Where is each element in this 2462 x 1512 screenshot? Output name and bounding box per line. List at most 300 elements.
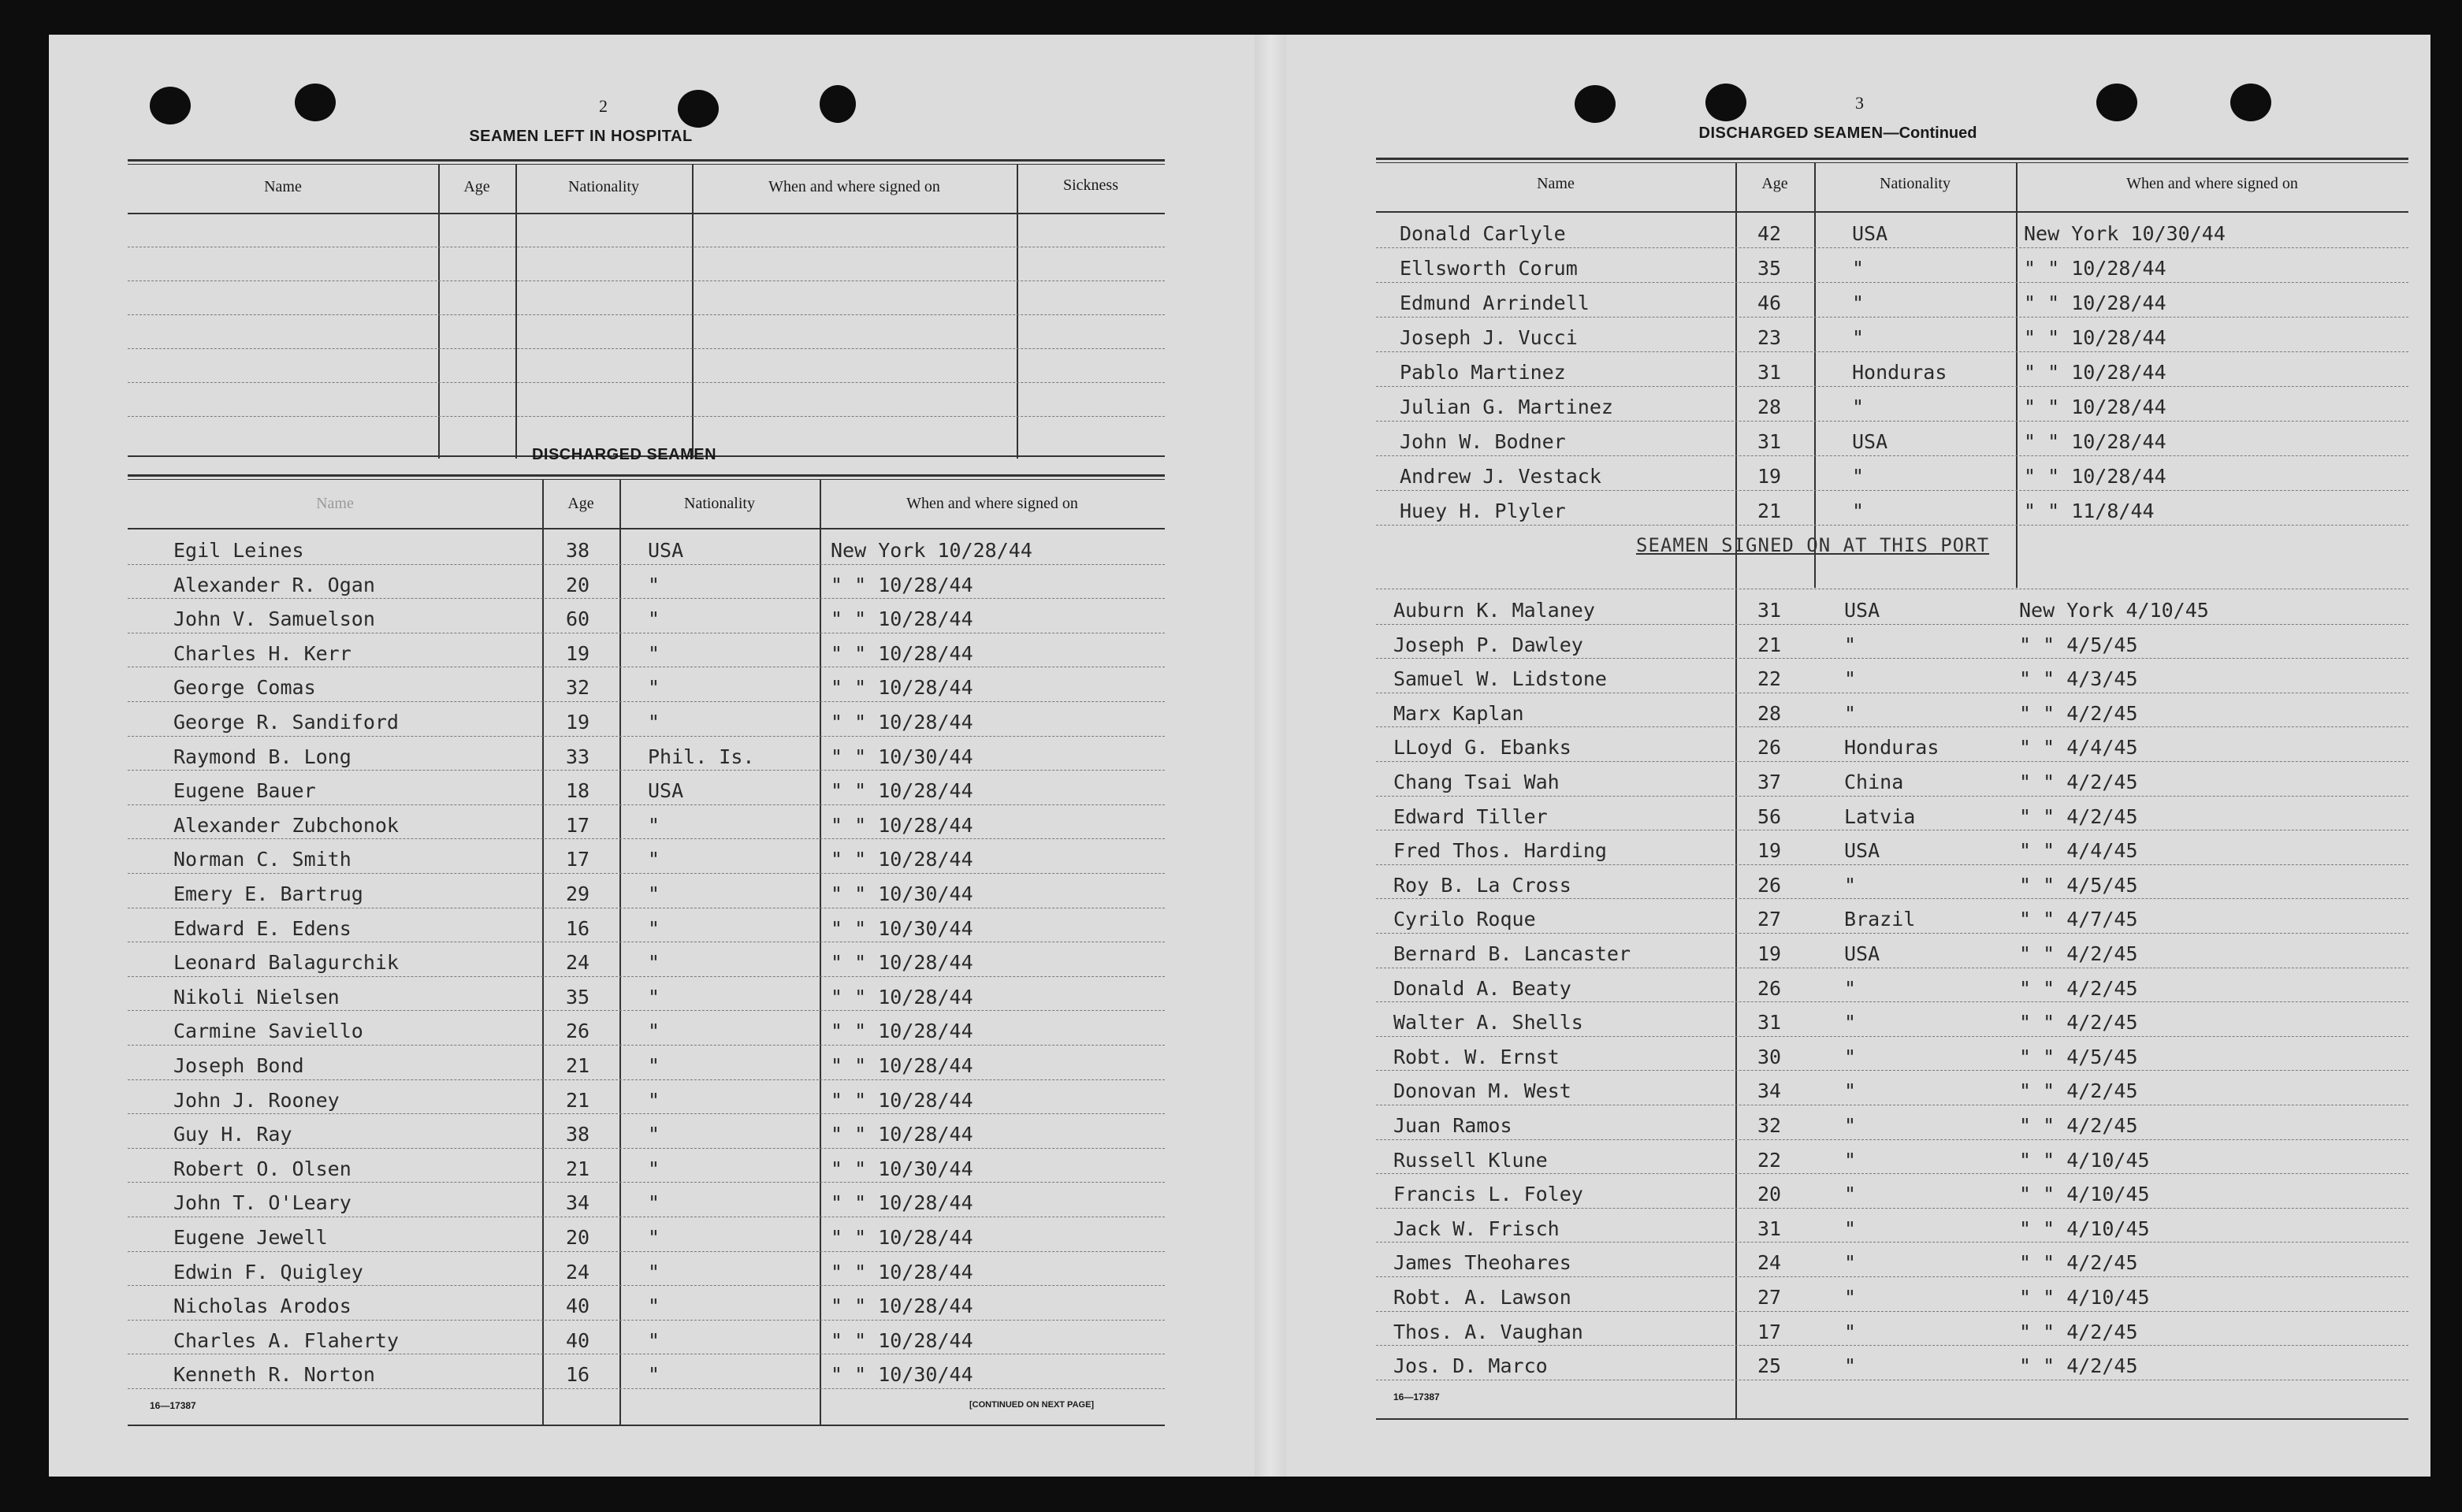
seaman-nationality: " [648,882,660,905]
seaman-age: 31 [1757,1217,1782,1240]
table-row [1376,1036,2408,1072]
seaman-signed-on: " " 10/28/44 [2024,430,2166,453]
table-row [1376,761,2408,797]
seaman-nationality: " [648,711,660,734]
seaman-signed-on: " " 4/5/45 [2019,1045,2138,1068]
header-signed-on: When and where signed on [2126,175,2298,192]
seaman-name: Joseph Bond [173,1054,304,1077]
table-top-rule [128,479,1165,480]
seaman-signed-on: " " 10/30/44 [831,916,973,940]
seaman-signed-on: " " 4/2/45 [2019,804,2138,828]
seaman-signed-on: " " 10/28/44 [831,951,973,975]
seaman-signed-on: " " 10/28/44 [831,1088,973,1112]
table-bottom-rule [1376,1418,2408,1420]
table-row [128,598,1165,633]
seaman-nationality: " [648,848,660,871]
table-top-rule [1376,162,2408,163]
seaman-signed-on: " " 4/3/45 [2019,667,2138,691]
seaman-age: 21 [1757,500,1782,522]
seaman-nationality: " [1844,701,1857,725]
seaman-name: Joseph P. Dawley [1393,633,1583,656]
seaman-name: Leonard Balagurchik [173,951,399,975]
seaman-name: John T. O'Leary [173,1191,351,1215]
seaman-name: Juan Ramos [1393,1114,1512,1137]
seaman-nationality: " [1852,500,1865,522]
seaman-age: 38 [566,1123,590,1146]
seaman-name: Joseph J. Vucci [1400,326,1578,349]
table-row [128,1182,1165,1217]
seaman-signed-on: " " 4/10/45 [2019,1183,2150,1206]
seaman-signed-on: " " 4/2/45 [2019,1251,2138,1275]
seaman-age: 20 [566,1226,590,1249]
seaman-age: 56 [1757,804,1782,828]
seaman-signed-on: New York 4/10/45 [2019,599,2209,622]
seaman-age: 29 [566,882,590,905]
table-row [128,564,1165,600]
seaman-nationality: " [648,1157,660,1180]
seaman-name: Eugene Bauer [173,779,316,803]
seaman-nationality: " [1844,976,1857,1000]
seaman-signed-on: " " 4/2/45 [2019,1079,2138,1103]
seaman-name: Julian G. Martinez [1400,396,1613,418]
seaman-name: Kenneth R. Norton [173,1363,375,1387]
seaman-age: 27 [1757,1286,1782,1309]
seaman-nationality: " [1852,257,1865,280]
title-main: DISCHARGED SEAMEN [1698,124,1884,142]
table-row [1376,317,2408,352]
hospital-empty-row [128,247,1165,281]
seaman-signed-on: " " 4/10/45 [2019,1148,2150,1172]
table-row [1376,213,2408,248]
seaman-age: 34 [566,1191,590,1215]
seaman-nationality: " [1844,1354,1857,1378]
seaman-signed-on: " " 10/28/44 [831,779,973,803]
table-row [128,1354,1165,1389]
seaman-nationality: " [1844,1011,1857,1035]
hospital-empty-row [128,280,1165,315]
seaman-age: 22 [1757,1148,1782,1172]
seaman-name: Ellsworth Corum [1400,257,1578,280]
seaman-name: Robt. W. Ernst [1393,1045,1560,1068]
page-gutter [1255,35,1286,1477]
table-row [128,942,1165,977]
seaman-nationality: " [648,916,660,940]
hospital-header-age: Age [463,178,490,195]
seaman-name: Nikoli Nielsen [173,985,340,1009]
seaman-signed-on: " " 10/28/44 [831,676,973,700]
seaman-age: 19 [566,711,590,734]
table-row [128,908,1165,943]
seaman-nationality: Honduras [1844,736,1939,760]
seaman-signed-on: " " 10/28/44 [2024,257,2166,280]
seaman-signed-on: " " 10/28/44 [831,607,973,631]
discharged-header-nationality: Nationality [684,495,755,512]
seaman-nationality: USA [648,539,684,562]
seaman-nationality: " [648,813,660,837]
seaman-nationality: USA [1852,430,1888,453]
seaman-nationality: " [1852,326,1865,349]
seaman-name: Huey H. Plyler [1400,500,1566,522]
seaman-nationality: " [648,1328,660,1352]
seaman-age: 28 [1757,396,1782,418]
seaman-nationality: " [1852,396,1865,418]
seaman-age: 37 [1757,771,1782,793]
seaman-age: 34 [1757,1079,1782,1103]
seaman-signed-on: " " 10/28/44 [831,848,973,871]
table-row [1376,624,2408,659]
seaman-signed-on: " " 10/28/44 [831,1295,973,1318]
seaman-age: 17 [1757,1320,1782,1343]
seaman-name: Cyrilo Roque [1393,908,1536,931]
seaman-nationality: " [1844,1183,1857,1206]
seaman-signed-on: " " 10/28/44 [831,573,973,596]
seaman-name: Guy H. Ray [173,1123,292,1146]
seaman-nationality: " [1844,1148,1857,1172]
seaman-age: 21 [566,1088,590,1112]
hospital-empty-row [128,348,1165,383]
discharged-header-name: Name [316,495,354,512]
seaman-nationality: " [648,951,660,975]
seaman-nationality: " [648,1226,660,1249]
seaman-nationality: " [648,1260,660,1284]
seaman-nationality: " [1844,1286,1857,1309]
table-row [128,1010,1165,1046]
seaman-signed-on: " " 4/2/45 [2019,1114,2138,1137]
seaman-name: Edward Tiller [1393,804,1548,828]
table-row [128,736,1165,771]
seaman-age: 35 [566,985,590,1009]
seaman-age: 26 [1757,976,1782,1000]
seaman-age: 17 [566,848,590,871]
table-row [1376,1311,2408,1347]
table-row [1376,455,2408,491]
page-number: 3 [1855,93,1864,113]
seaman-nationality: Phil. Is. [648,745,755,768]
seaman-signed-on: " " 4/2/45 [2019,701,2138,725]
seaman-signed-on: " " 4/5/45 [2019,633,2138,656]
seaman-nationality: " [1844,1217,1857,1240]
seaman-name: Thos. A. Vaughan [1393,1320,1583,1343]
seaman-name: Emery E. Bartrug [173,882,363,905]
seaman-nationality: " [1844,1079,1857,1103]
seaman-nationality: " [1844,667,1857,691]
discharged-header-age: Age [567,495,594,512]
seaman-age: 28 [1757,701,1782,725]
seaman-nationality: Brazil [1844,908,1916,931]
discharged-section-title: DISCHARGED SEAMEN [531,446,717,463]
form-code: 16—17387 [150,1400,196,1411]
seaman-signed-on: " " 11/8/44 [2024,500,2155,522]
seaman-nationality: Latvia [1844,804,1916,828]
seaman-signed-on: " " 10/28/44 [831,1020,973,1043]
seaman-name: Donald A. Beaty [1393,976,1571,1000]
signed-on-subheading: SEAMEN SIGNED ON AT THIS PORT [1636,534,1990,556]
document-paper [49,35,2430,1477]
seaman-signed-on: " " 10/28/44 [831,985,973,1009]
table-row [1376,1208,2408,1243]
seaman-nationality: " [1844,1045,1857,1068]
right-page [1286,35,2430,1477]
table-row [128,1217,1165,1252]
seaman-age: 32 [566,676,590,700]
seaman-nationality: USA [1852,222,1888,245]
table-row [1376,1139,2408,1175]
seaman-signed-on: " " 4/2/45 [2019,976,2138,1000]
continued-note: [CONTINUED ON NEXT PAGE] [969,1400,1095,1410]
seaman-name: Bernard B. Lancaster [1393,942,1631,965]
table-row [128,1285,1165,1321]
seaman-nationality: " [648,641,660,665]
table-row [128,1148,1165,1183]
seaman-name: John J. Rooney [173,1088,340,1112]
table-row [128,770,1165,805]
seaman-nationality: " [1844,633,1857,656]
seaman-nationality: " [648,1088,660,1112]
table-row [128,873,1165,908]
table-row [1376,1001,2408,1037]
seaman-name: Nicholas Arodos [173,1295,351,1318]
seaman-nationality: " [1844,1251,1857,1275]
seaman-age: 20 [1757,1183,1782,1206]
seaman-signed-on: " " 4/4/45 [2019,839,2138,863]
table-row [1376,830,2408,865]
discharged-continued-title [1641,124,2035,143]
seaman-signed-on: " " 10/28/44 [831,1226,973,1249]
seaman-signed-on: " " 10/28/44 [831,1191,973,1215]
seaman-age: 27 [1757,908,1782,931]
seaman-nationality: " [648,1020,660,1043]
seaman-age: 26 [1757,873,1782,897]
seaman-age: 23 [1757,326,1782,349]
seaman-nationality: USA [648,779,684,803]
table-row [1376,282,2408,318]
seaman-age: 19 [1757,465,1782,488]
seaman-nationality: " [648,1054,660,1077]
seaman-age: 40 [566,1295,590,1318]
seaman-age: 24 [566,1260,590,1284]
seaman-name: George Comas [173,676,316,700]
discharged-header-signed-on: When and where signed on [906,495,1078,512]
hospital-header-signed-on: When and where signed on [768,178,940,195]
seaman-nationality: " [648,1191,660,1215]
seaman-signed-on: " " 4/2/45 [2019,1011,2138,1035]
seaman-nationality: USA [1844,599,1880,622]
seaman-nationality: " [648,573,660,596]
seaman-name: Jack W. Frisch [1393,1217,1560,1240]
seaman-name: Carmine Saviello [173,1020,363,1043]
table-row [1376,898,2408,934]
table-row [1376,864,2408,900]
table-row [128,1045,1165,1080]
table-row [1376,589,2408,625]
header-name: Name [1537,175,1575,192]
table-row [128,804,1165,840]
seaman-age: 21 [566,1054,590,1077]
seaman-age: 60 [566,607,590,631]
seaman-nationality: " [1844,873,1857,897]
seaman-age: 22 [1757,667,1782,691]
seaman-nationality: " [1844,1114,1857,1137]
seaman-age: 24 [566,951,590,975]
seaman-signed-on: " " 4/10/45 [2019,1217,2150,1240]
seaman-age: 16 [566,916,590,940]
hospital-header-nationality: Nationality [568,178,639,195]
seaman-nationality: " [648,607,660,631]
seaman-signed-on: " " 4/2/45 [2019,1320,2138,1343]
seaman-signed-on: " " 10/28/44 [831,813,973,837]
seaman-name: Egil Leines [173,539,304,562]
table-row [1376,726,2408,762]
seaman-age: 18 [566,779,590,803]
seaman-signed-on: " " 10/30/44 [831,1157,973,1180]
seaman-signed-on: " " 4/2/45 [2019,1354,2138,1378]
seaman-age: 30 [1757,1045,1782,1068]
seaman-nationality: USA [1844,839,1880,863]
seaman-age: 46 [1757,292,1782,314]
seaman-signed-on: " " 10/28/44 [2024,326,2166,349]
table-row [1376,1242,2408,1277]
seaman-age: 31 [1757,430,1782,453]
seaman-age: 20 [566,573,590,596]
seaman-name: Francis L. Foley [1393,1183,1583,1206]
seaman-age: 17 [566,813,590,837]
table-top-rule [1376,158,2408,160]
seaman-name: Norman C. Smith [173,848,351,871]
seaman-age: 31 [1757,361,1782,384]
seaman-age: 19 [1757,942,1782,965]
seaman-name: LLoyd G. Ebanks [1393,736,1571,760]
seaman-age: 16 [566,1363,590,1387]
table-row [128,633,1165,668]
seaman-signed-on: " " 10/28/44 [2024,292,2166,314]
seaman-nationality: Honduras [1852,361,1947,384]
seaman-name: Robert O. Olsen [173,1157,351,1180]
seaman-signed-on: " " 4/2/45 [2019,942,2138,965]
seaman-signed-on: " " 10/28/44 [831,641,973,665]
table-row [1376,1345,2408,1380]
seaman-name: Eugene Jewell [173,1226,328,1249]
table-row [1376,351,2408,387]
table-row [1376,247,2408,283]
header-nationality: Nationality [1880,175,1951,192]
seaman-signed-on: " " 10/28/44 [2024,361,2166,384]
seaman-age: 25 [1757,1354,1782,1378]
seaman-signed-on: " " 10/28/44 [2024,396,2166,418]
table-row [128,667,1165,702]
table-row [1376,968,2408,1003]
table-row [1376,1276,2408,1312]
hospital-section-title: SEAMEN LEFT IN HOSPITAL [469,128,693,145]
seaman-name: Pablo Martinez [1400,361,1566,384]
seaman-age: 31 [1757,1011,1782,1035]
seaman-signed-on: " " 4/5/45 [2019,873,2138,897]
seaman-name: Russell Klune [1393,1148,1548,1172]
seaman-signed-on: " " 4/2/45 [2019,771,2138,793]
seaman-nationality: " [1844,1320,1857,1343]
spacer-row [1376,555,2408,589]
seaman-signed-on: " " 4/7/45 [2019,908,2138,931]
table-top-rule [128,159,1165,162]
seaman-age: 19 [1757,839,1782,863]
seaman-nationality: " [1852,465,1865,488]
seaman-signed-on: " " 10/28/44 [831,711,973,734]
table-row [1376,386,2408,422]
page-number: 2 [599,96,608,116]
seaman-age: 38 [566,539,590,562]
seaman-name: Raymond B. Long [173,745,351,768]
seaman-nationality: China [1844,771,1904,793]
table-row [128,1113,1165,1149]
seaman-signed-on: " " 10/28/44 [831,1328,973,1352]
seaman-name: James Theohares [1393,1251,1571,1275]
seaman-age: 32 [1757,1114,1782,1137]
seaman-nationality: " [648,1363,660,1387]
seaman-signed-on: " " 4/10/45 [2019,1286,2150,1309]
seaman-name: Edward E. Edens [173,916,351,940]
table-row [128,976,1165,1012]
seaman-name: Andrew J. Vestack [1400,465,1601,488]
table-row [1376,421,2408,456]
table-row [1376,658,2408,693]
table-top-rule [128,164,1165,165]
seaman-signed-on: New York 10/28/44 [831,539,1032,562]
seaman-age: 26 [566,1020,590,1043]
seaman-name: Walter A. Shells [1393,1011,1583,1035]
table-row [128,701,1165,737]
table-row [128,1251,1165,1287]
seaman-name: Fred Thos. Harding [1393,839,1607,863]
seaman-age: 21 [1757,633,1782,656]
seaman-name: Donovan M. West [1393,1079,1571,1103]
seaman-name: Edmund Arrindell [1400,292,1590,314]
seaman-nationality: " [1852,292,1865,314]
seaman-name: Edwin F. Quigley [173,1260,363,1284]
seaman-signed-on: " " 10/28/44 [2024,465,2166,488]
seaman-age: 33 [566,745,590,768]
seaman-signed-on: " " 10/30/44 [831,882,973,905]
seaman-signed-on: " " 10/28/44 [831,1260,973,1284]
seaman-signed-on: " " 10/28/44 [831,1054,973,1077]
seaman-name: Donald Carlyle [1400,222,1566,245]
header-age: Age [1761,175,1788,192]
seaman-age: 35 [1757,257,1782,280]
table-row [128,1320,1165,1355]
table-row [1376,1105,2408,1140]
seaman-age: 21 [566,1157,590,1180]
seaman-nationality: " [648,676,660,700]
table-row [1376,1070,2408,1105]
hospital-empty-row [128,382,1165,417]
seaman-age: 31 [1757,599,1782,622]
hospital-empty-row [128,314,1165,349]
seaman-age: 42 [1757,222,1782,245]
table-top-rule [128,474,1165,477]
table-row [1376,1173,2408,1209]
seaman-name: Roy B. La Cross [1393,873,1571,897]
seaman-name: John V. Samuelson [173,607,375,631]
hospital-header-sickness: Sickness [1063,176,1118,194]
table-row [1376,693,2408,728]
table-row [1376,490,2408,526]
seaman-name: Auburn K. Malaney [1393,599,1595,622]
seaman-name: Charles H. Kerr [173,641,351,665]
seaman-age: 19 [566,641,590,665]
seaman-name: Marx Kaplan [1393,701,1524,725]
table-row [1376,933,2408,968]
form-code: 16—17387 [1393,1391,1440,1402]
table-row [128,1079,1165,1115]
seaman-name: John W. Bodner [1400,430,1566,453]
